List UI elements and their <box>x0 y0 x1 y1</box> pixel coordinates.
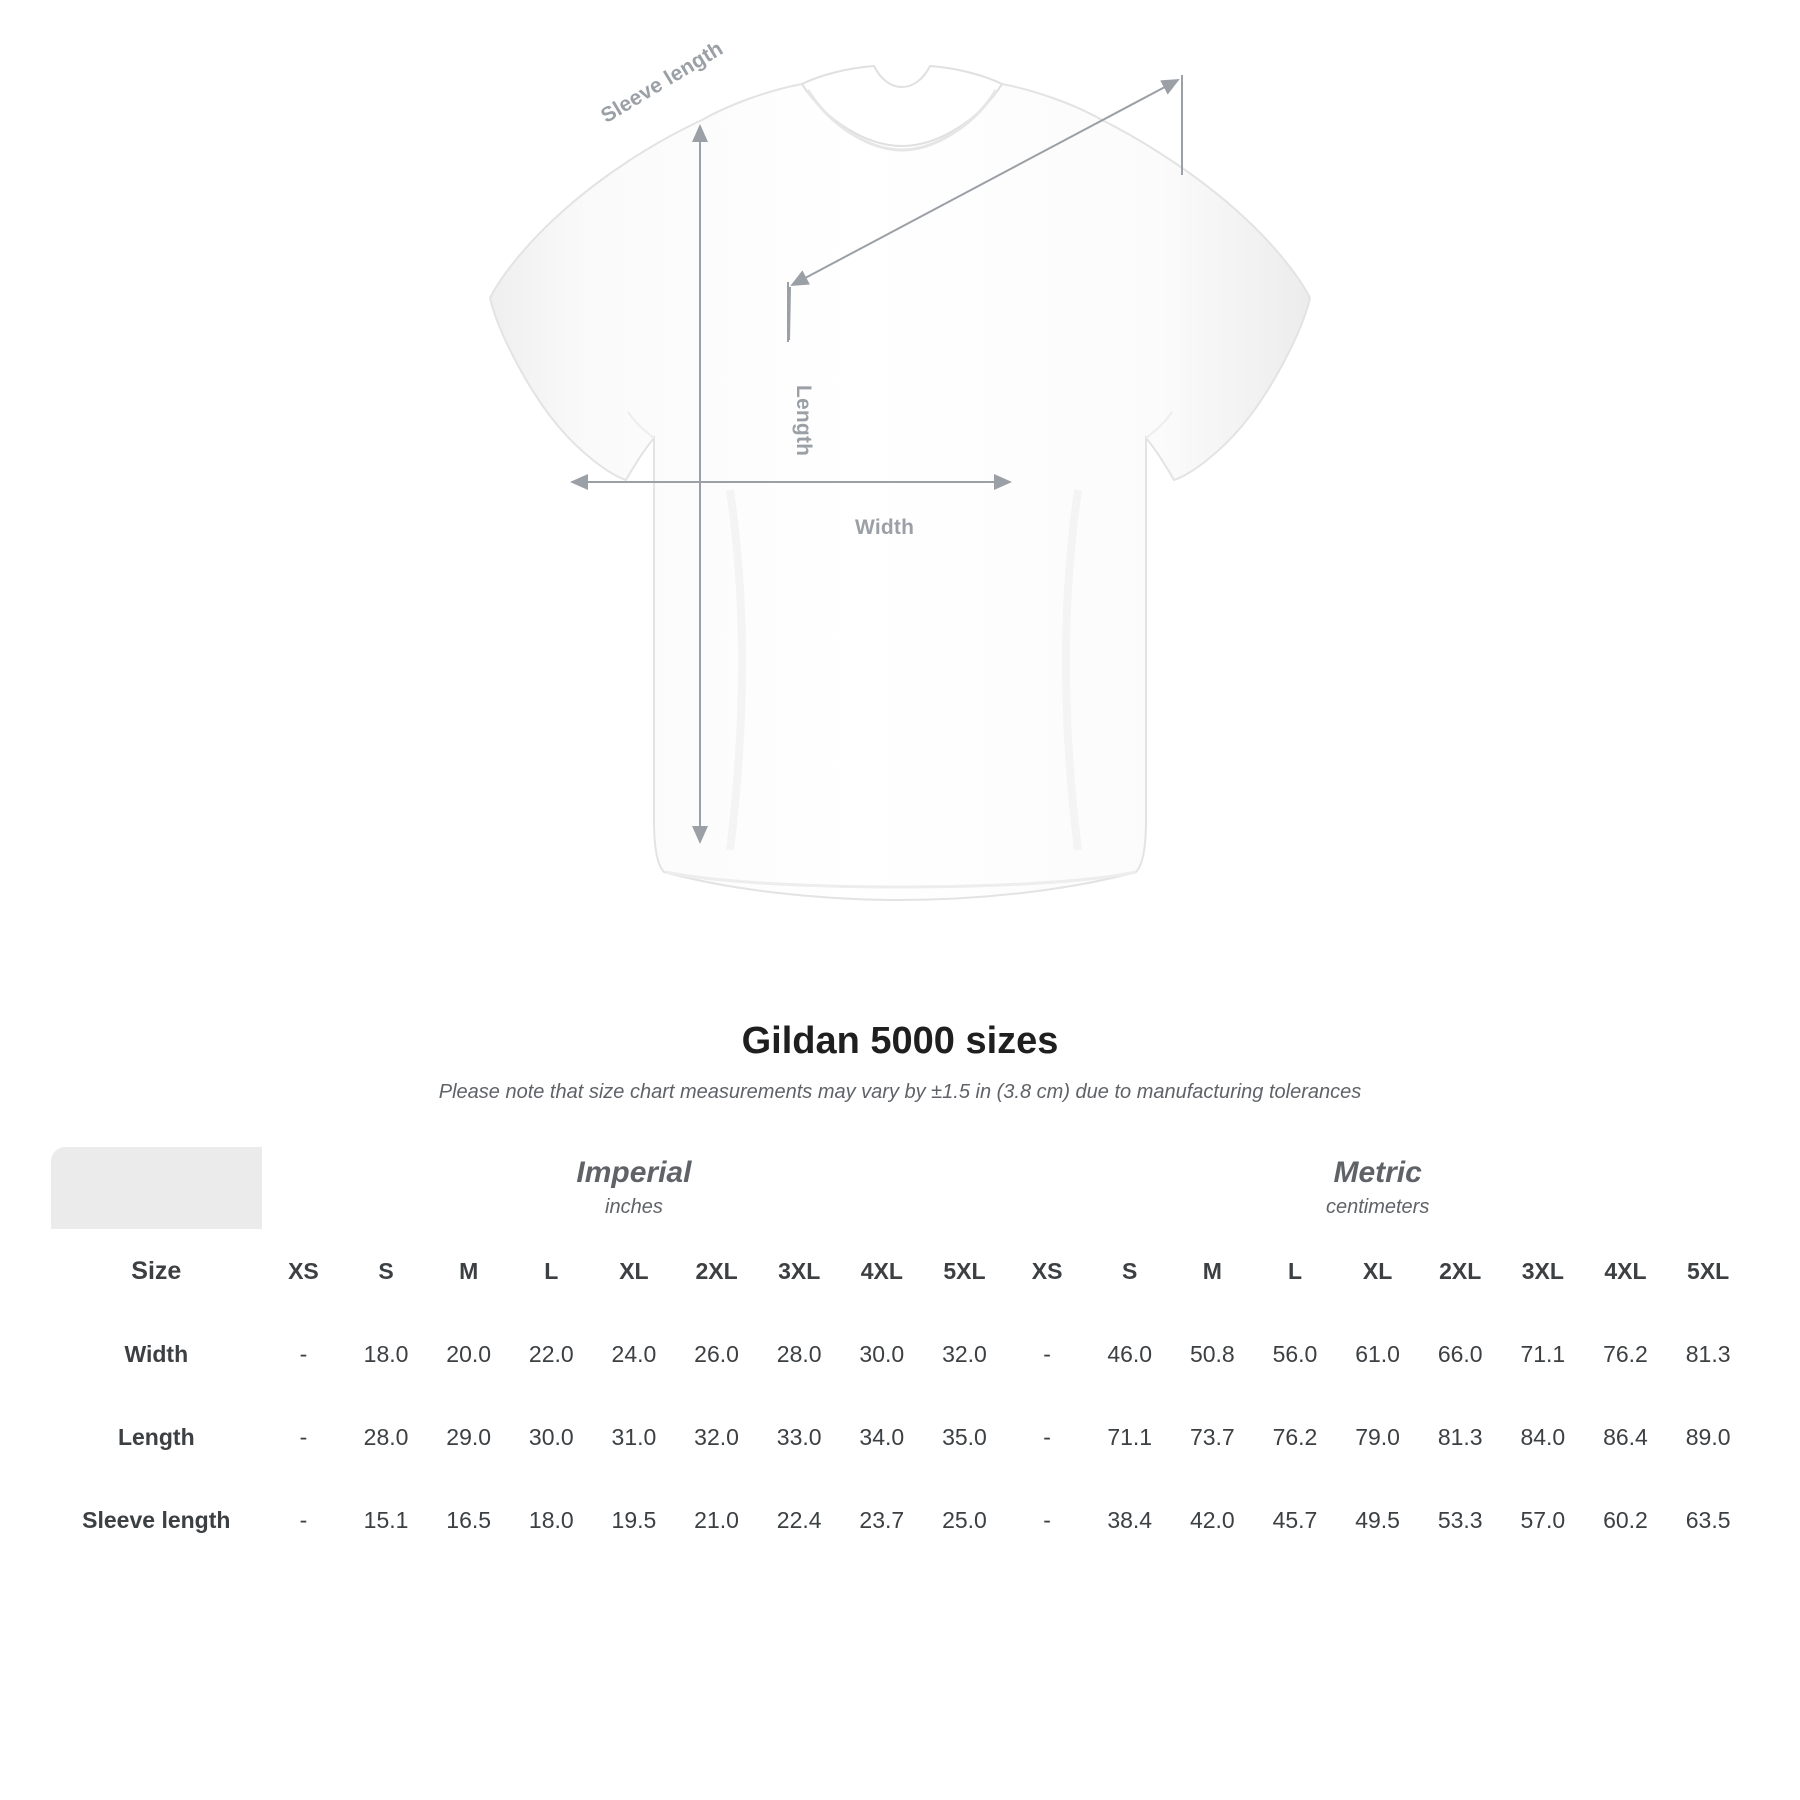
page-title: Gildan 5000 sizes <box>741 1020 1059 1062</box>
size-header-imperial-4: XL <box>593 1230 676 1313</box>
cell-sleeve-imperial-3: 18.0 <box>510 1479 593 1562</box>
size-header-metric-5: 2XL <box>1419 1230 1502 1313</box>
cell-width-imperial-0: - <box>262 1313 345 1396</box>
cell-length-metric-4: 79.0 <box>1336 1396 1419 1479</box>
unit-header-metric <box>1006 1147 1750 1230</box>
chart-heading <box>0 1020 1800 1104</box>
cell-sleeve-imperial-4: 19.5 <box>593 1479 676 1562</box>
cell-sleeve-imperial-8: 25.0 <box>923 1479 1006 1562</box>
cell-width-metric-3: 56.0 <box>1254 1313 1337 1396</box>
cell-sleeve-metric-6: 57.0 <box>1502 1479 1585 1562</box>
cell-width-imperial-6: 28.0 <box>758 1313 841 1396</box>
cell-sleeve-metric-5: 53.3 <box>1419 1479 1502 1562</box>
cell-sleeve-metric-0: - <box>1006 1479 1089 1562</box>
cell-length-imperial-6: 33.0 <box>758 1396 841 1479</box>
size-header-metric-2: M <box>1171 1230 1254 1313</box>
size-table <box>50 1146 1750 1562</box>
size-table-wrapper <box>50 1146 1750 1562</box>
size-header-imperial-6: 3XL <box>758 1230 841 1313</box>
cell-sleeve-metric-7: 60.2 <box>1584 1479 1667 1562</box>
unit-sub-metric: centimeters <box>1325 1195 1430 1218</box>
cell-length-imperial-8: 35.0 <box>923 1396 1006 1479</box>
cell-length-imperial-4: 31.0 <box>593 1396 676 1479</box>
sleeve-length-label: Sleeve length <box>597 36 728 128</box>
unit-name-imperial: Imperial <box>576 1156 692 1190</box>
cell-sleeve-imperial-6: 22.4 <box>758 1479 841 1562</box>
cell-length-metric-3: 76.2 <box>1254 1396 1337 1479</box>
row-label-sleeve-length: Sleeve length <box>51 1479 263 1562</box>
size-header-imperial-2: M <box>427 1230 510 1313</box>
cell-length-metric-0: - <box>1006 1396 1089 1479</box>
length-label: Length <box>792 385 815 457</box>
cell-sleeve-imperial-1: 15.1 <box>345 1479 428 1562</box>
table-row <box>51 1313 1750 1396</box>
size-header-metric-7: 4XL <box>1584 1230 1667 1313</box>
table-row <box>51 1396 1750 1479</box>
row-label-length: Length <box>51 1396 263 1479</box>
width-label: Width <box>855 516 915 539</box>
cell-width-imperial-5: 26.0 <box>675 1313 758 1396</box>
unit-sub-imperial: inches <box>605 1195 663 1218</box>
cell-width-imperial-3: 22.0 <box>510 1313 593 1396</box>
unit-header-imperial <box>262 1147 1006 1230</box>
cell-length-metric-5: 81.3 <box>1419 1396 1502 1479</box>
cell-sleeve-metric-2: 42.0 <box>1171 1479 1254 1562</box>
cell-width-metric-7: 76.2 <box>1584 1313 1667 1396</box>
size-header-label: Size <box>51 1230 263 1313</box>
table-size-header-row <box>51 1230 1750 1313</box>
cell-length-imperial-5: 32.0 <box>675 1396 758 1479</box>
size-header-imperial-8: 5XL <box>923 1230 1006 1313</box>
size-header-metric-4: XL <box>1336 1230 1419 1313</box>
cell-length-metric-6: 84.0 <box>1502 1396 1585 1479</box>
cell-sleeve-metric-3: 45.7 <box>1254 1479 1337 1562</box>
cell-sleeve-imperial-5: 21.0 <box>675 1479 758 1562</box>
cell-length-imperial-0: - <box>262 1396 345 1479</box>
table-row <box>51 1479 1750 1562</box>
size-header-metric-3: L <box>1254 1230 1337 1313</box>
cell-width-imperial-2: 20.0 <box>427 1313 510 1396</box>
cell-width-imperial-7: 30.0 <box>840 1313 923 1396</box>
table-unit-header-row <box>51 1147 1750 1230</box>
cell-length-imperial-3: 30.0 <box>510 1396 593 1479</box>
cell-sleeve-metric-8: 63.5 <box>1667 1479 1750 1562</box>
cell-width-metric-8: 81.3 <box>1667 1313 1750 1396</box>
tolerance-note: Please note that size chart measurements may vary by ±1.5 in (3.8 cm) due to manufacturing tolerances <box>438 1081 1362 1103</box>
cell-length-imperial-1: 28.0 <box>345 1396 428 1479</box>
size-header-imperial-1: S <box>345 1230 428 1313</box>
cell-width-imperial-4: 24.0 <box>593 1313 676 1396</box>
cell-sleeve-imperial-0: - <box>262 1479 345 1562</box>
cell-width-metric-5: 66.0 <box>1419 1313 1502 1396</box>
cell-sleeve-metric-4: 49.5 <box>1336 1479 1419 1562</box>
cell-width-imperial-8: 32.0 <box>923 1313 1006 1396</box>
cell-sleeve-imperial-7: 23.7 <box>840 1479 923 1562</box>
size-header-imperial-5: 2XL <box>675 1230 758 1313</box>
cell-width-imperial-1: 18.0 <box>345 1313 428 1396</box>
size-header-metric-1: S <box>1088 1230 1171 1313</box>
cell-width-metric-6: 71.1 <box>1502 1313 1585 1396</box>
cell-length-metric-1: 71.1 <box>1088 1396 1171 1479</box>
size-header-imperial-0: XS <box>262 1230 345 1313</box>
cell-length-metric-8: 89.0 <box>1667 1396 1750 1479</box>
cell-sleeve-metric-1: 38.4 <box>1088 1479 1171 1562</box>
cell-width-metric-2: 50.8 <box>1171 1313 1254 1396</box>
cell-sleeve-imperial-2: 16.5 <box>427 1479 510 1562</box>
cell-width-metric-1: 46.0 <box>1088 1313 1171 1396</box>
cell-width-metric-0: - <box>1006 1313 1089 1396</box>
size-header-metric-8: 5XL <box>1667 1230 1750 1313</box>
cell-length-metric-2: 73.7 <box>1171 1396 1254 1479</box>
cell-width-metric-4: 61.0 <box>1336 1313 1419 1396</box>
row-label-width: Width <box>51 1313 263 1396</box>
size-header-metric-0: XS <box>1006 1230 1089 1313</box>
cell-length-imperial-2: 29.0 <box>427 1396 510 1479</box>
size-header-imperial-7: 4XL <box>840 1230 923 1313</box>
size-header-metric-6: 3XL <box>1502 1230 1585 1313</box>
size-header-imperial-3: L <box>510 1230 593 1313</box>
unit-name-metric: Metric <box>1333 1156 1422 1190</box>
cell-length-metric-7: 86.4 <box>1584 1396 1667 1479</box>
cell-length-imperial-7: 34.0 <box>840 1396 923 1479</box>
table-corner-cell <box>51 1147 263 1230</box>
